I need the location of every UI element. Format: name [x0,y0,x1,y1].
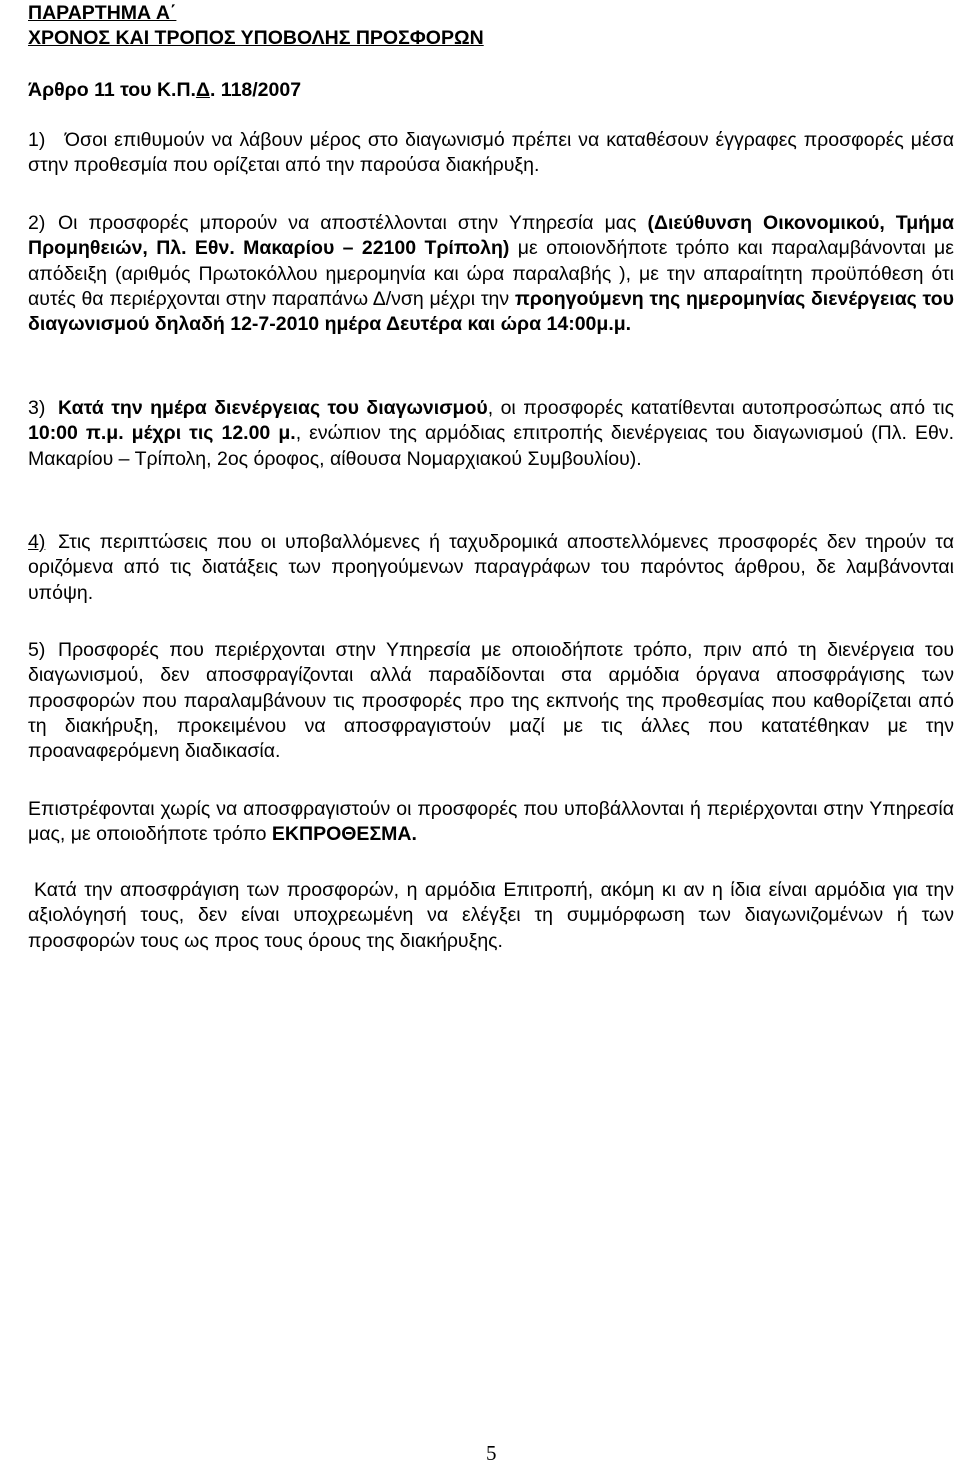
paragraph-5-number: 5) [28,639,46,661]
paragraph-3-number: 3) [28,397,46,419]
annex-heading: ΠΑΡΑΡΤΗΜΑ Α΄ [28,2,177,24]
paragraph-4-number: 4) [28,531,46,553]
paragraph-1-text: Όσοι επιθυμούν να λάβουν μέρος στο διαγωνισμό πρέπει να καταθέσουν έγγραφες προσφορές μέσα στην προθεσμία που ορίζεται από την παρούσα διακήρυξη. [28,129,954,177]
article-prefix: Άρθρο 11 του Κ.Π. [28,79,196,101]
paragraph-5 [28,638,954,764]
paragraph-1 [28,128,954,179]
paragraph-2-address: (Διεύθυνση Οικονομικού, Τμήμα Προμηθειών, Πλ. Εθν. Μακαρίου – 22100 Τρίπολη) [28,212,954,260]
article-suffix: . 118/2007 [209,79,302,101]
paragraph-5-text: Προσφορές που περιέρχονται στην Υπηρεσία με οποιοδήποτε τρόπο, πριν από τη διενέργεια του διαγωνισμού, δεν αποσφραγίζονται αλλά παραδίδονται στα αρμόδια όργανα αποσφράγισης των προσφορών που παραλαμβάνουν τις προσφορές προ της εκπνοής της προθεσμίας που καθορίζεται από τη διακήρυξη, προκειμένου να αποσφραγιστούν μαζί με τις άλλες που κατατέθηκαν με την προαναφερόμενη διαδικασία. [28,639,954,763]
paragraph-7-text: Κατά την αποσφράγιση των προσφορών, η αρμόδια Επιτροπή, ακόμη κι αν η ίδια είναι αρμόδια για την αξιολόγησή τους, δεν είναι υποχρεωμένη να ελέγξει τη συμμόρφωση των διαγωνιζομένων ή των προσφορών τους ως προς τους όρους της διακήρυξης. [28,879,954,952]
paragraph-3-day: Κατά την ημέρα διενέργειας του διαγωνισμού [58,397,488,419]
paragraph-2 [28,211,954,337]
paragraph-7 [28,878,954,954]
paragraph-2-text-a: Οι προσφορές μπορούν να αποστέλλονται στην Υπηρεσία μας [58,212,648,234]
article-delta: Δ [195,79,210,101]
paragraph-2-deadline: προηγούμενη της ημερομηνίας διενέργειας του διαγωνισμού δηλαδή 12-7-2010 ημέρα Δευτέρα και ώρα 14:00μ.μ. [28,287,954,336]
section-title: ΧΡΟΝΟΣ ΚΑΙ ΤΡΟΠΟΣ ΥΠΟΒΟΛΗΣ ΠΡΟΣΦΟΡΩΝ [28,27,484,49]
paragraph-4 [28,530,954,606]
paragraph-1-number: 1) [28,129,46,151]
paragraph-3 [28,396,954,472]
paragraph-6-late: ΕΚΠΡΟΘΕΣΜΑ. [271,823,417,846]
paragraph-3-text-b: , ενώπιον της αρμόδιας επιτροπής διενέργειας του διαγωνισμού (Πλ. Εθν. Μακαρίου – Τρίπολη, 2ος όροφος, αίθουσα Νομαρχιακού Συμβουλίου). [28,422,955,470]
paragraph-3-text-a: , οι προσφορές κατατίθενται αυτοπροσώπως από τις [487,397,955,419]
paragraph-3-hours: 10:00 π.μ. μέχρι τις 12.00 μ. [28,422,296,445]
paragraph-2-text-b: με οποιονδήποτε τρόπο και παραλαμβάνονται με απόδειξη (αριθμός Πρωτοκόλλου ημερομηνία και ώρα παραλαβής ), με την απαραίτητη προϋπόθεση ότι αυτές θα περιέρχονται στην παραπάνω Δ/νση μέχρι την [28,237,954,310]
paragraph-2-number: 2) [28,212,46,234]
paragraph-6 [28,797,954,848]
paragraph-6-text: Επιστρέφονται χωρίς να αποσφραγιστούν οι προσφορές που υποβάλλονται ή περιέρχονται στην Υπηρεσία μας, με οποιοδήποτε τρόπο [28,798,954,846]
page-number: 5 [486,1441,497,1465]
article-reference [28,78,301,103]
paragraph-4-text: Στις περιπτώσεις που οι υποβαλλόμενες ή ταχυδρομικά αποστελλόμενες προσφορές δεν τηρούν τα οριζόμενα από τις διατάξεις των προηγούμενων παραγράφων του παρόντος άρθρου, δε λαμβάνονται υπόψη. [28,531,954,604]
